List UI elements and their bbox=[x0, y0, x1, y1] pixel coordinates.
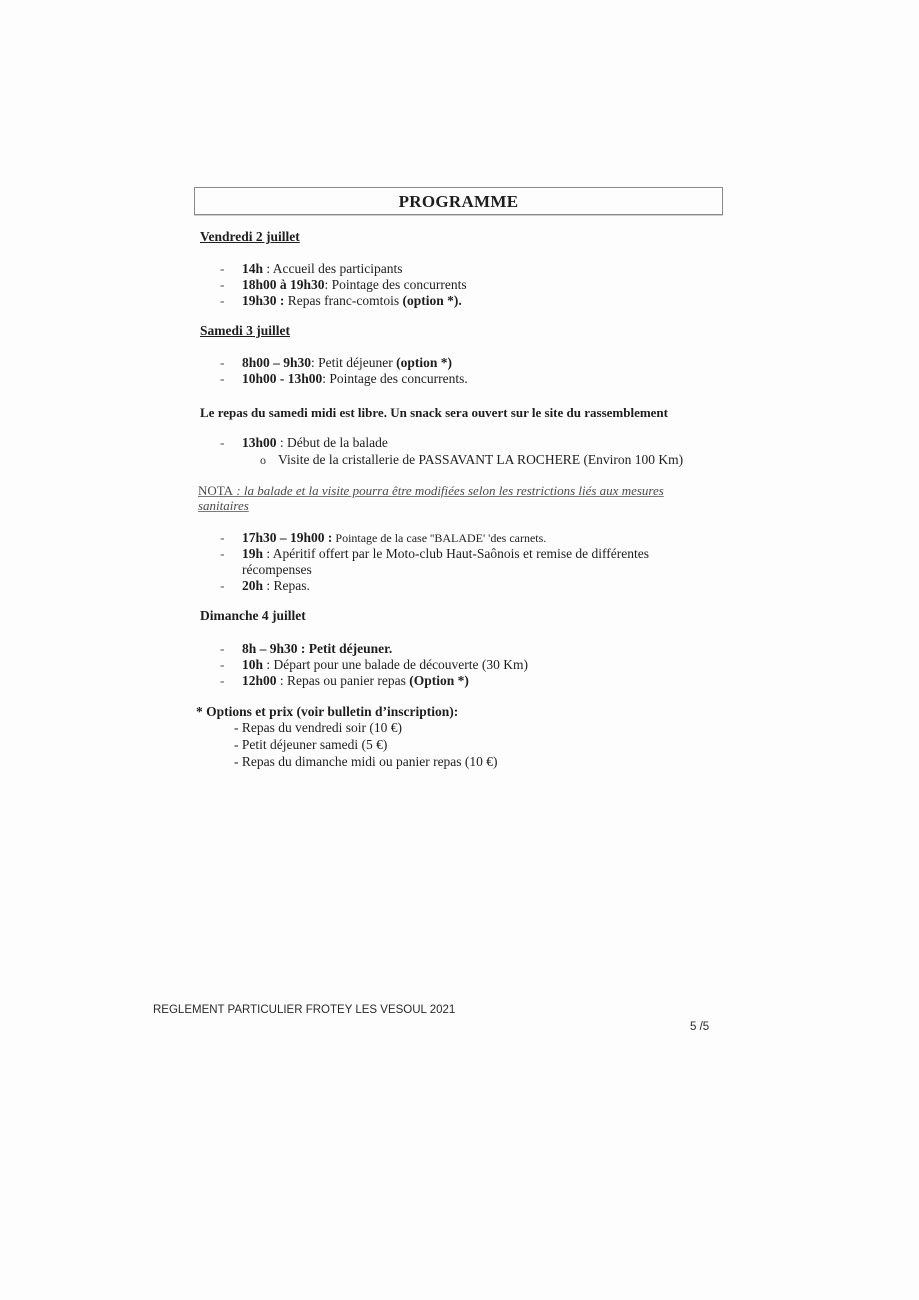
bullet-dash: - bbox=[220, 657, 225, 672]
nota-line-2: sanitaires bbox=[198, 498, 249, 513]
bullet-dash: - bbox=[220, 578, 225, 593]
list-item: - 19h : Apéritif offert par le Moto-club Haut-Saônois et remise de différentes bbox=[220, 546, 650, 561]
option-item: - Petit déjeuner samedi (5 €) bbox=[234, 737, 388, 752]
list-item: - 13h00 : Début de la balade bbox=[220, 435, 388, 450]
bullet-dash: - bbox=[220, 546, 225, 561]
day-heading-friday: Vendredi 2 juillet bbox=[200, 229, 300, 244]
list-item: - 8h00 – 9h30: Petit déjeuner (option *) bbox=[220, 355, 453, 370]
list-item: - 19h30 : Repas franc-comtois (option *). bbox=[220, 293, 462, 308]
bullet-dash: - bbox=[220, 641, 225, 656]
day-heading-sunday: Dimanche 4 juillet bbox=[200, 608, 306, 623]
day-heading-saturday: Samedi 3 juillet bbox=[200, 323, 290, 338]
list-item: - 12h00 : Repas ou panier repas (Option *) bbox=[220, 673, 469, 688]
bullet-circle: o bbox=[260, 453, 266, 467]
option-item: - Repas du vendredi soir (10 €) bbox=[234, 720, 402, 735]
bullet-dash: - bbox=[220, 293, 225, 308]
page-title: PROGRAMME bbox=[398, 192, 519, 211]
options-heading: * Options et prix (voir bulletin d’inscription): bbox=[196, 704, 459, 719]
option-item: - Repas du dimanche midi ou panier repas (10 €) bbox=[234, 754, 498, 769]
list-item: - 14h : Accueil des participants bbox=[220, 261, 403, 276]
bullet-dash: - bbox=[220, 530, 225, 545]
bullet-dash: - bbox=[220, 277, 225, 292]
page-number: 5 /5 bbox=[690, 1021, 710, 1033]
list-item: - 10h00 - 13h00: Pointage des concurrents. bbox=[220, 371, 468, 386]
title-box bbox=[194, 187, 723, 215]
bullet-dash: - bbox=[220, 673, 225, 688]
bullet-dash: - bbox=[220, 435, 225, 450]
sub-list-item: o Visite de la cristallerie de PASSAVANT LA ROCHERE (Environ 100 Km) bbox=[260, 452, 684, 467]
saturday-lunch-note: Le repas du samedi midi est libre. Un snack sera ouvert sur le site du rassemblement bbox=[200, 405, 668, 420]
list-item: - 20h : Repas. bbox=[220, 578, 310, 593]
list-item: - 10h : Départ pour une balade de découverte (30 Km) bbox=[220, 657, 529, 672]
bullet-dash: - bbox=[220, 261, 225, 276]
footer-text: REGLEMENT PARTICULIER FROTEY LES VESOUL 2021 bbox=[153, 1004, 456, 1016]
list-item: - 18h00 à 19h30: Pointage des concurrents bbox=[220, 277, 467, 292]
bullet-dash: - bbox=[220, 371, 225, 386]
bullet-dash: - bbox=[220, 355, 225, 370]
list-item: - 8h – 9h30 : Petit déjeuner. bbox=[220, 641, 393, 656]
list-item: - 17h30 – 19h00 : Pointage de la case ''BALADE' 'des carnets. bbox=[220, 530, 547, 545]
nota-line-1: NOTA : la balade et la visite pourra être modifiées selon les restrictions liés aux mesures bbox=[198, 483, 664, 498]
list-item-continuation: récompenses bbox=[242, 562, 312, 577]
